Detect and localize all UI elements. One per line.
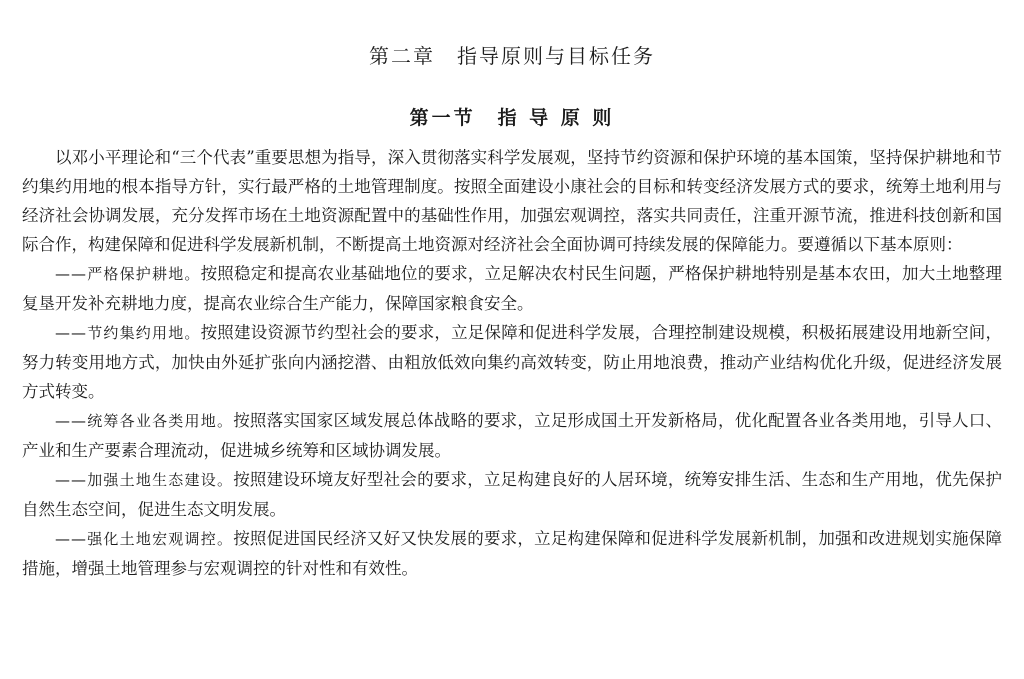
chapter-title: 第二章 指导原则与目标任务 (369, 44, 655, 68)
principle-lead: ——加强土地生态建设。 (55, 471, 234, 489)
principle-paragraph (22, 524, 1002, 583)
principle-lead: ——严格保护耕地。 (55, 265, 201, 283)
principle-text: 按照建设资源节约型社会的要求，立足保障和促进科学发展，合理控制建设规模，积极拓展建设用地新空间，努力转变用地方式，加快由外延扩张向内涵挖潜、由粗放低效向集约高效转变，防止用地浪费，推动产业结构优化升级，促进经济发展方式转变。 (22, 323, 1002, 401)
principle-lead: ——强化土地宏观调控。 (55, 530, 234, 548)
principle-paragraph (22, 259, 1002, 318)
principle-paragraph (22, 318, 1002, 406)
body-text (22, 143, 1002, 583)
intro-paragraph: 以邓小平理论和“三个代表”重要思想为指导，深入贯彻落实科学发展观，坚持节约资源和保护环境的基本国策，坚持保护耕地和节约集约用地的根本指导方针，实行最严格的土地管理制度。按照全面建设小康社会的目标和转变经济发展方式的要求，统筹土地利用与经济社会协调发展，充分发挥市场在土地资源配置中的基础性作用，加强宏观调控，落实共同责任，注重开源节流，推进科技创新和国际合作，构建保障和促进科学发展新机制，不断提高土地资源对经济社会全面协调可持续发展的保障能力。要遵循以下基本原则： (22, 148, 1002, 254)
section-title: 第一节 指 导 原 则 (409, 107, 615, 129)
principle-text: 按照落实国家区域发展总体战略的要求，立足形成国土开发新格局，优化配置各业各类用地，引导人口、产业和生产要素合理流动，促进城乡统筹和区域协调发展。 (22, 411, 1002, 460)
principle-text: 按照建设环境友好型社会的要求，立足构建良好的人居环境，统筹安排生活、生态和生产用地，优先保护自然生态空间，促进生态文明发展。 (22, 470, 1002, 519)
principle-text: 按照稳定和提高农业基础地位的要求，立足解决农村民生问题，严格保护耕地特别是基本农田，加大土地整理复垦开发补充耕地力度，提高农业综合生产能力，保障国家粮食安全。 (22, 264, 1002, 313)
principle-lead: ——节约集约用地。 (55, 324, 201, 342)
principle-paragraph (22, 406, 1002, 465)
principle-lead: ——统筹各业各类用地。 (55, 412, 234, 430)
principle-paragraph (22, 465, 1002, 524)
principle-text: 按照促进国民经济又好又快发展的要求，立足构建保障和促进科学发展新机制，加强和改进规划实施保障措施，增强土地管理参与宏观调控的针对性和有效性。 (22, 529, 1002, 578)
